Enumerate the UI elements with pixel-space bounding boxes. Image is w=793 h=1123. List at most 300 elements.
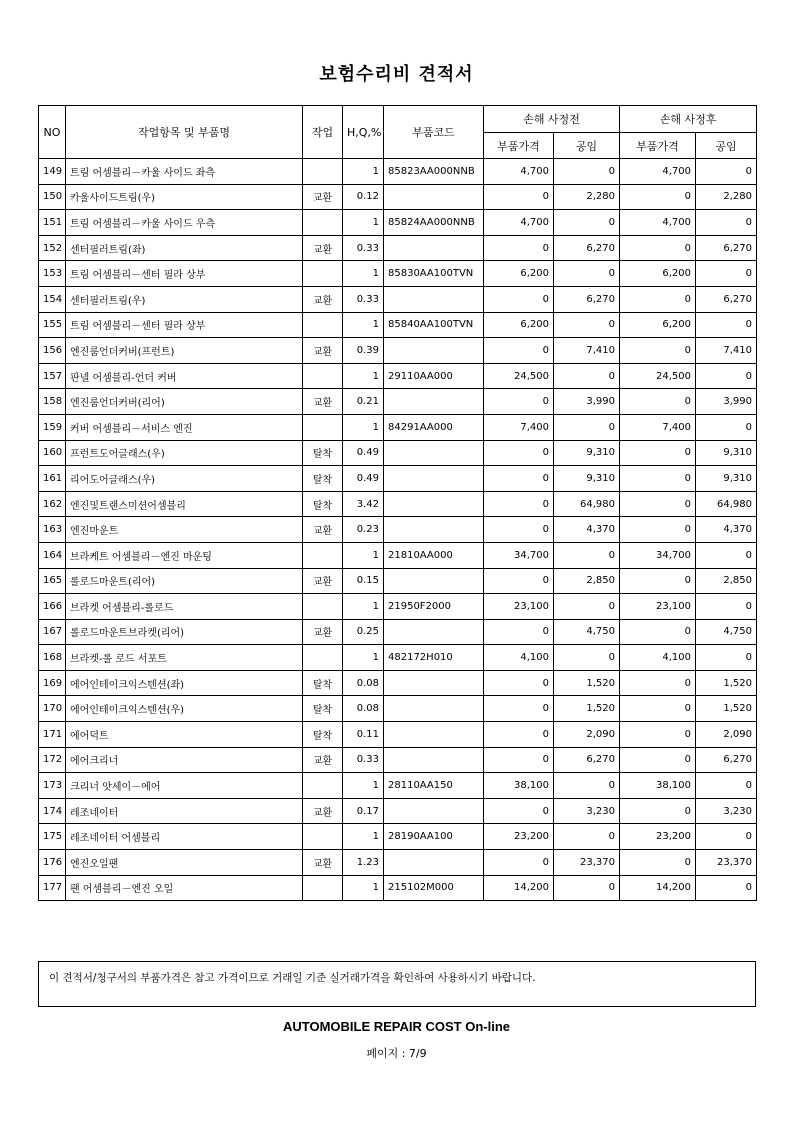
- table-row: [39, 747, 757, 773]
- cell-part-price-after: 4,100: [620, 645, 696, 671]
- cell-labor-before: 3,230: [554, 798, 620, 824]
- cell-part-code: 21950F2000: [384, 594, 484, 620]
- cell-hq: 1: [343, 824, 384, 850]
- cell-part-price-after: 0: [620, 286, 696, 312]
- cell-work-type: 교환: [303, 747, 343, 773]
- cell-no: 167: [39, 619, 66, 645]
- cell-hq: 0.25: [343, 619, 384, 645]
- cell-hq: 0.17: [343, 798, 384, 824]
- cell-work-type: [303, 363, 343, 389]
- cell-labor-after: 0: [696, 312, 757, 338]
- cell-labor-before: 0: [554, 645, 620, 671]
- cell-labor-after: 64,980: [696, 491, 757, 517]
- cell-no: 174: [39, 798, 66, 824]
- cell-labor-before: 0: [554, 159, 620, 185]
- cell-part-code: [384, 568, 484, 594]
- cell-labor-before: 9,310: [554, 466, 620, 492]
- table-row: [39, 440, 757, 466]
- table-row: [39, 286, 757, 312]
- cell-work-type: 탈착: [303, 722, 343, 748]
- cell-work-type: [303, 414, 343, 440]
- header-before-adjustment: 손해 사정전: [484, 106, 620, 133]
- cell-labor-before: 6,270: [554, 747, 620, 773]
- cell-work-type: 교환: [303, 619, 343, 645]
- cell-part-price-after: 7,400: [620, 414, 696, 440]
- cell-item-name: 롤로드마운트브라켓(리어): [66, 619, 303, 645]
- cell-part-price-after: 38,100: [620, 773, 696, 799]
- cell-part-price-after: 6,200: [620, 261, 696, 287]
- cell-hq: 1: [343, 594, 384, 620]
- cell-hq: 1: [343, 645, 384, 671]
- cell-no: 168: [39, 645, 66, 671]
- cell-hq: 0.33: [343, 286, 384, 312]
- cell-hq: 3.42: [343, 491, 384, 517]
- header-item: 작업항목 및 부품명: [66, 106, 303, 159]
- cell-part-price-after: 0: [620, 747, 696, 773]
- cell-hq: 1: [343, 773, 384, 799]
- cell-hq: 0.39: [343, 338, 384, 364]
- notice-text: 이 견적서/청구서의 부품가격은 참고 가격이므로 거래일 기준 실거래가격을 확인하여 사용하시기 바랍니다.: [49, 972, 536, 984]
- header-labor-before: 공임: [554, 133, 620, 159]
- table-row: [39, 338, 757, 364]
- cell-labor-after: 0: [696, 824, 757, 850]
- cell-work-type: [303, 645, 343, 671]
- cell-labor-after: 0: [696, 542, 757, 568]
- cell-hq: 1.23: [343, 850, 384, 876]
- page-title: 보험수리비 견적서: [319, 64, 474, 85]
- cell-item-name: 엔진마운트: [66, 517, 303, 543]
- cell-part-code: 21810AA000: [384, 542, 484, 568]
- cell-part-price-before: 0: [484, 338, 554, 364]
- table-row: [39, 414, 757, 440]
- cell-no: 162: [39, 491, 66, 517]
- cell-labor-before: 0: [554, 261, 620, 287]
- cell-part-price-after: 0: [620, 619, 696, 645]
- cell-labor-after: 23,370: [696, 850, 757, 876]
- cell-work-type: 탈착: [303, 670, 343, 696]
- cell-part-price-before: 0: [484, 235, 554, 261]
- cell-hq: 0.08: [343, 670, 384, 696]
- cell-work-type: [303, 159, 343, 185]
- cell-part-price-after: 0: [620, 850, 696, 876]
- cell-work-type: 교환: [303, 184, 343, 210]
- cell-item-name: 트림 어셈블리－카울 사이드 좌측: [66, 159, 303, 185]
- cell-part-code: 85823AA000NNB: [384, 159, 484, 185]
- table-header: [39, 106, 757, 159]
- cell-part-price-before: 0: [484, 568, 554, 594]
- cell-item-name: 트림 어셈블리－센터 필라 상부: [66, 312, 303, 338]
- cell-part-price-before: 34,700: [484, 542, 554, 568]
- cell-part-code: 28190AA100: [384, 824, 484, 850]
- header-part-price-after: 부품가격: [620, 133, 696, 159]
- cell-labor-before: 4,750: [554, 619, 620, 645]
- cell-hq: 0.33: [343, 747, 384, 773]
- cell-item-name: 롤로드마운트(리어): [66, 568, 303, 594]
- cell-part-code: [384, 747, 484, 773]
- cell-labor-after: 9,310: [696, 466, 757, 492]
- cell-labor-before: 1,520: [554, 670, 620, 696]
- table-row: [39, 773, 757, 799]
- cell-labor-after: 7,410: [696, 338, 757, 364]
- table-row: [39, 542, 757, 568]
- cell-part-code: 84291AA000: [384, 414, 484, 440]
- table-row: [39, 312, 757, 338]
- cell-part-price-before: 24,500: [484, 363, 554, 389]
- cell-work-type: [303, 773, 343, 799]
- cell-part-code: [384, 850, 484, 876]
- cell-part-code: 215102M000: [384, 875, 484, 901]
- cell-part-price-before: 38,100: [484, 773, 554, 799]
- cell-labor-after: 3,990: [696, 389, 757, 415]
- cell-item-name: 트림 어셈블리－센터 필라 상부: [66, 261, 303, 287]
- cell-part-price-before: 0: [484, 286, 554, 312]
- cell-labor-before: 23,370: [554, 850, 620, 876]
- cell-no: 170: [39, 696, 66, 722]
- table-row: [39, 491, 757, 517]
- header-hq: H,Q,%: [343, 106, 384, 159]
- cell-hq: 1: [343, 363, 384, 389]
- cell-work-type: 교환: [303, 568, 343, 594]
- cell-hq: 0.08: [343, 696, 384, 722]
- cell-hq: 0.12: [343, 184, 384, 210]
- cell-labor-before: 6,270: [554, 235, 620, 261]
- cell-hq: 0.15: [343, 568, 384, 594]
- cell-part-price-after: 34,700: [620, 542, 696, 568]
- cell-item-name: 크리너 앗세이－에어: [66, 773, 303, 799]
- cell-part-price-after: 6,200: [620, 312, 696, 338]
- cell-labor-before: 0: [554, 824, 620, 850]
- cell-work-type: [303, 875, 343, 901]
- cell-labor-before: 0: [554, 875, 620, 901]
- cell-labor-before: 1,520: [554, 696, 620, 722]
- cell-part-price-after: 0: [620, 798, 696, 824]
- cell-labor-before: 2,850: [554, 568, 620, 594]
- cell-work-type: 교환: [303, 517, 343, 543]
- cell-hq: 1: [343, 875, 384, 901]
- cell-labor-after: 2,280: [696, 184, 757, 210]
- cell-labor-before: 9,310: [554, 440, 620, 466]
- cell-part-price-after: 0: [620, 440, 696, 466]
- cell-no: 151: [39, 210, 66, 236]
- cell-part-price-before: 0: [484, 389, 554, 415]
- cell-work-type: 교환: [303, 286, 343, 312]
- cell-part-code: [384, 235, 484, 261]
- cell-part-price-after: 0: [620, 235, 696, 261]
- cell-part-price-before: 0: [484, 670, 554, 696]
- cell-item-name: 에어크리너: [66, 747, 303, 773]
- header-work: 작업: [303, 106, 343, 159]
- cell-no: 165: [39, 568, 66, 594]
- page-number: 페이지 : 7/9: [366, 1047, 427, 1060]
- cell-labor-before: 0: [554, 594, 620, 620]
- cell-item-name: 레조네이터: [66, 798, 303, 824]
- cell-part-code: [384, 722, 484, 748]
- cell-labor-before: 2,280: [554, 184, 620, 210]
- table-row: [39, 210, 757, 236]
- cell-part-code: [384, 466, 484, 492]
- cell-labor-after: 0: [696, 875, 757, 901]
- cell-item-name: 엔진및트랜스미션어셈블리: [66, 491, 303, 517]
- table-row: [39, 722, 757, 748]
- cell-no: 175: [39, 824, 66, 850]
- cell-no: 149: [39, 159, 66, 185]
- cell-labor-before: 0: [554, 210, 620, 236]
- cell-part-price-before: 14,200: [484, 875, 554, 901]
- cell-work-type: 탈착: [303, 466, 343, 492]
- cell-hq: 1: [343, 312, 384, 338]
- cell-labor-after: 4,750: [696, 619, 757, 645]
- cell-hq: 0.23: [343, 517, 384, 543]
- cell-part-code: 85840AA100TVN: [384, 312, 484, 338]
- cell-no: 177: [39, 875, 66, 901]
- table-row: [39, 798, 757, 824]
- table-row: [39, 184, 757, 210]
- cell-work-type: [303, 824, 343, 850]
- cell-part-code: [384, 619, 484, 645]
- cell-item-name: 판넬 어셈블리-언더 커버: [66, 363, 303, 389]
- cell-no: 171: [39, 722, 66, 748]
- cell-labor-after: 6,270: [696, 747, 757, 773]
- cell-part-price-before: 7,400: [484, 414, 554, 440]
- cell-part-price-before: 0: [484, 517, 554, 543]
- cell-no: 164: [39, 542, 66, 568]
- cell-labor-after: 0: [696, 414, 757, 440]
- cell-item-name: 엔진룸언더커버(프런트): [66, 338, 303, 364]
- cell-part-price-before: 0: [484, 440, 554, 466]
- header-no: NO: [39, 106, 66, 159]
- cell-part-price-before: 23,100: [484, 594, 554, 620]
- cell-labor-after: 6,270: [696, 235, 757, 261]
- cell-no: 176: [39, 850, 66, 876]
- cell-labor-after: 0: [696, 363, 757, 389]
- cell-item-name: 팬 어셈블리－엔진 오일: [66, 875, 303, 901]
- cell-no: 155: [39, 312, 66, 338]
- cell-item-name: 리어도어글래스(우): [66, 466, 303, 492]
- cell-no: 158: [39, 389, 66, 415]
- table-row: [39, 850, 757, 876]
- notice-box: [38, 961, 756, 1007]
- cell-work-type: 교환: [303, 338, 343, 364]
- cell-part-code: [384, 440, 484, 466]
- table-row: [39, 261, 757, 287]
- cell-labor-before: 0: [554, 363, 620, 389]
- cell-part-price-after: 0: [620, 517, 696, 543]
- footer-brand: AUTOMOBILE REPAIR COST On-line: [282, 1019, 511, 1034]
- cell-part-price-before: 23,200: [484, 824, 554, 850]
- cell-part-price-after: 0: [620, 670, 696, 696]
- cell-labor-before: 0: [554, 773, 620, 799]
- cell-work-type: 교환: [303, 850, 343, 876]
- cell-work-type: [303, 542, 343, 568]
- cell-item-name: 브라켓 어셈블리-롤로드: [66, 594, 303, 620]
- cell-part-code: [384, 338, 484, 364]
- cell-labor-after: 0: [696, 645, 757, 671]
- table-row: [39, 235, 757, 261]
- table-row: [39, 389, 757, 415]
- cell-item-name: 카울사이드트림(우): [66, 184, 303, 210]
- cell-part-price-before: 6,200: [484, 312, 554, 338]
- cell-item-name: 에어인테이크익스텐션(좌): [66, 670, 303, 696]
- cell-labor-before: 64,980: [554, 491, 620, 517]
- cell-work-type: 교환: [303, 798, 343, 824]
- cell-no: 173: [39, 773, 66, 799]
- table-row: [39, 619, 757, 645]
- cell-labor-after: 2,850: [696, 568, 757, 594]
- cell-part-code: 85830AA100TVN: [384, 261, 484, 287]
- cell-labor-after: 0: [696, 159, 757, 185]
- table-row: [39, 594, 757, 620]
- table-row: [39, 363, 757, 389]
- cell-labor-before: 6,270: [554, 286, 620, 312]
- cell-no: 157: [39, 363, 66, 389]
- cell-item-name: 레조네이터 어셈블리: [66, 824, 303, 850]
- cell-labor-after: 0: [696, 210, 757, 236]
- cell-work-type: 탈착: [303, 440, 343, 466]
- header-labor-after: 공임: [696, 133, 757, 159]
- cell-labor-after: 0: [696, 594, 757, 620]
- cell-labor-before: 2,090: [554, 722, 620, 748]
- cell-no: 159: [39, 414, 66, 440]
- cell-item-name: 센터필러트림(우): [66, 286, 303, 312]
- cell-item-name: 에어인테이크익스텐션(우): [66, 696, 303, 722]
- cell-labor-after: 0: [696, 773, 757, 799]
- cell-item-name: 센터필러트림(좌): [66, 235, 303, 261]
- cell-part-price-before: 4,700: [484, 210, 554, 236]
- cell-part-price-after: 24,500: [620, 363, 696, 389]
- cell-part-price-after: 0: [620, 696, 696, 722]
- cell-hq: 0.33: [343, 235, 384, 261]
- cell-part-price-after: 0: [620, 568, 696, 594]
- cell-hq: 0.21: [343, 389, 384, 415]
- cell-part-price-after: 23,200: [620, 824, 696, 850]
- cell-work-type: [303, 594, 343, 620]
- cell-hq: 0.49: [343, 466, 384, 492]
- cell-part-code: 482172H010: [384, 645, 484, 671]
- cell-part-price-before: 0: [484, 619, 554, 645]
- cell-no: 156: [39, 338, 66, 364]
- cell-labor-after: 1,520: [696, 670, 757, 696]
- cell-part-price-after: 0: [620, 466, 696, 492]
- cell-part-code: [384, 184, 484, 210]
- cell-part-price-after: 23,100: [620, 594, 696, 620]
- cell-work-type: 교환: [303, 235, 343, 261]
- cell-hq: 1: [343, 414, 384, 440]
- cell-part-price-after: 4,700: [620, 159, 696, 185]
- cell-labor-after: 0: [696, 261, 757, 287]
- table-row: [39, 568, 757, 594]
- cell-labor-before: 0: [554, 414, 620, 440]
- cell-labor-after: 3,230: [696, 798, 757, 824]
- header-part-code: 부품코드: [384, 106, 484, 159]
- header-part-price-before: 부품가격: [484, 133, 554, 159]
- cell-no: 153: [39, 261, 66, 287]
- cell-labor-before: 3,990: [554, 389, 620, 415]
- cell-work-type: [303, 261, 343, 287]
- cell-no: 150: [39, 184, 66, 210]
- cell-part-price-before: 4,700: [484, 159, 554, 185]
- cell-part-price-after: 0: [620, 389, 696, 415]
- estimate-table: [38, 105, 757, 901]
- cell-item-name: 브라케트 어셈블리－엔진 마운팅: [66, 542, 303, 568]
- cell-part-price-before: 0: [484, 850, 554, 876]
- cell-labor-before: 4,370: [554, 517, 620, 543]
- cell-no: 163: [39, 517, 66, 543]
- cell-hq: 0.11: [343, 722, 384, 748]
- cell-labor-after: 9,310: [696, 440, 757, 466]
- cell-part-price-before: 0: [484, 722, 554, 748]
- cell-part-price-before: 0: [484, 466, 554, 492]
- table-row: [39, 645, 757, 671]
- cell-part-price-after: 4,700: [620, 210, 696, 236]
- cell-labor-after: 2,090: [696, 722, 757, 748]
- cell-hq: 1: [343, 159, 384, 185]
- cell-hq: 1: [343, 210, 384, 236]
- cell-item-name: 에어덕트: [66, 722, 303, 748]
- cell-no: 154: [39, 286, 66, 312]
- cell-hq: 1: [343, 261, 384, 287]
- cell-labor-before: 0: [554, 312, 620, 338]
- cell-part-code: [384, 798, 484, 824]
- cell-item-name: 트림 어셈블리－카울 사이드 우측: [66, 210, 303, 236]
- table-row: [39, 875, 757, 901]
- table-row: [39, 159, 757, 185]
- cell-no: 169: [39, 670, 66, 696]
- cell-part-code: 29110AA000: [384, 363, 484, 389]
- cell-item-name: 엔진오일팬: [66, 850, 303, 876]
- cell-part-price-after: 14,200: [620, 875, 696, 901]
- cell-work-type: 교환: [303, 389, 343, 415]
- table-row: [39, 670, 757, 696]
- cell-no: 166: [39, 594, 66, 620]
- cell-part-price-after: 0: [620, 722, 696, 748]
- cell-part-price-before: 4,100: [484, 645, 554, 671]
- table-row: [39, 696, 757, 722]
- cell-part-code: [384, 286, 484, 312]
- cell-part-code: [384, 491, 484, 517]
- cell-work-type: 탈착: [303, 696, 343, 722]
- cell-labor-after: 1,520: [696, 696, 757, 722]
- cell-part-price-after: 0: [620, 338, 696, 364]
- cell-part-price-before: 0: [484, 696, 554, 722]
- cell-labor-before: 0: [554, 542, 620, 568]
- cell-work-type: [303, 210, 343, 236]
- cell-item-name: 프런트도어글래스(우): [66, 440, 303, 466]
- cell-part-price-before: 0: [484, 184, 554, 210]
- header-after-adjustment: 손해 사정후: [620, 106, 757, 133]
- cell-part-price-before: 0: [484, 491, 554, 517]
- cell-part-price-before: 6,200: [484, 261, 554, 287]
- cell-part-code: [384, 670, 484, 696]
- cell-part-code: [384, 517, 484, 543]
- table-row: [39, 824, 757, 850]
- cell-no: 160: [39, 440, 66, 466]
- cell-item-name: 커버 어셈블리－서비스 엔진: [66, 414, 303, 440]
- cell-hq: 1: [343, 542, 384, 568]
- table-row: [39, 466, 757, 492]
- cell-work-type: 탈착: [303, 491, 343, 517]
- cell-part-code: 85824AA000NNB: [384, 210, 484, 236]
- cell-item-name: 엔진룸언더커버(리어): [66, 389, 303, 415]
- cell-part-code: 28110AA150: [384, 773, 484, 799]
- cell-part-price-after: 0: [620, 184, 696, 210]
- cell-labor-after: 6,270: [696, 286, 757, 312]
- cell-hq: 0.49: [343, 440, 384, 466]
- cell-part-price-after: 0: [620, 491, 696, 517]
- cell-labor-after: 4,370: [696, 517, 757, 543]
- table-body: [39, 159, 757, 901]
- cell-no: 172: [39, 747, 66, 773]
- cell-labor-before: 7,410: [554, 338, 620, 364]
